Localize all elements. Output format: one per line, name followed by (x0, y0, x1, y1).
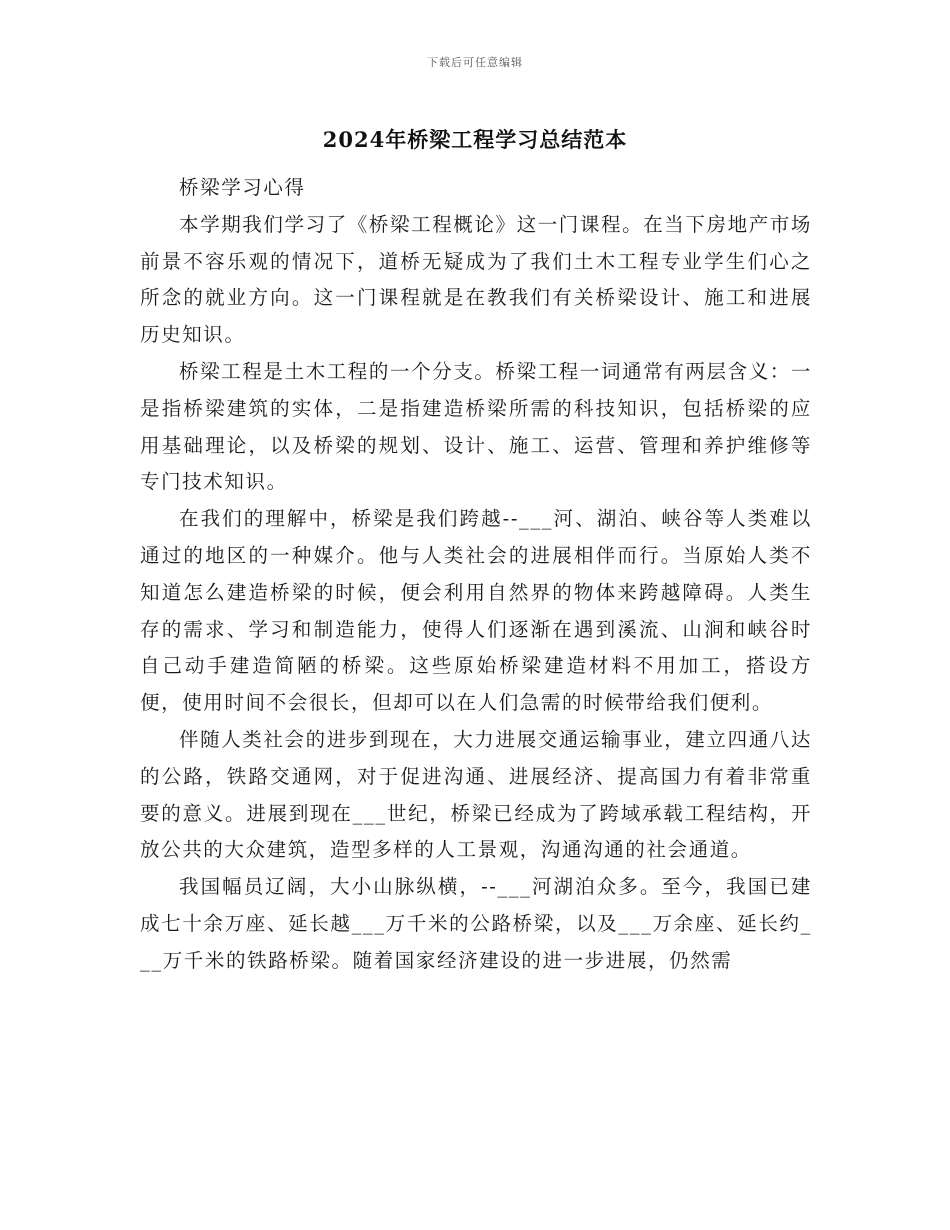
page-header-note: 下载后可任意编辑 (427, 56, 523, 69)
paragraph: 桥梁工程是土木工程的一个分支。桥梁工程一词通常有两层含义：一是指桥梁建筑的实体，二是指建造桥梁所需的科技知识，包括桥梁的应用基础理论，以及桥梁的规划、设计、施工、运营、管理和养护维修等专门技术知识。 (140, 359, 813, 494)
paragraph-subtitle: 桥梁学习心得 (179, 176, 306, 199)
document-title: 2024年桥梁工程学习总结范本 (322, 127, 628, 152)
paragraph: 我国幅员辽阔，大小山脉纵横，--___河湖泊众多。至今，我国已建成七十余万座、延长越___万千米的公路桥梁，以及___万余座、延长约___万千米的铁路桥梁。随着国家经济建设的进一步进展，仍然需 (140, 875, 812, 972)
paragraph: 伴随人类社会的进步到现在，大力进展交通运输事业，建立四通八达的公路，铁路交通网，对于促进沟通、进展经济、提高国力有着非常重要的意义。进展到现在___世纪，桥梁已经成为了跨域承载工程结构，开放公共的大众建筑，造型多样的人工景观，沟通沟通的社会通道。 (140, 727, 813, 862)
paragraph: 在我们的理解中，桥梁是我们跨越--___河、湖泊、峡谷等人类难以通过的地区的一种媒介。他与人类社会的进展相伴而行。当原始人类不知道怎么建造桥梁的时候，便会利用自然界的物体来跨越障碍。人类生存的需求、学习和制造能力，使得人们逐渐在遇到溪流、山涧和峡谷时自己动手建造简陋的桥梁。这些原始桥梁建造材料不用加工，搭设方便，使用时间不会很长，但却可以在人们急需的时候带给我们便利。 (140, 507, 812, 715)
paragraph: 本学期我们学习了《桥梁工程概论》这一门课程。在当下房地产市场前景不容乐观的情况下，道桥无疑成为了我们土木工程专业学生们心之所念的就业方向。这一门课程就是在教我们有关桥梁设计、施工和进展历史知识。 (140, 212, 813, 347)
document-body (140, 170, 812, 980)
